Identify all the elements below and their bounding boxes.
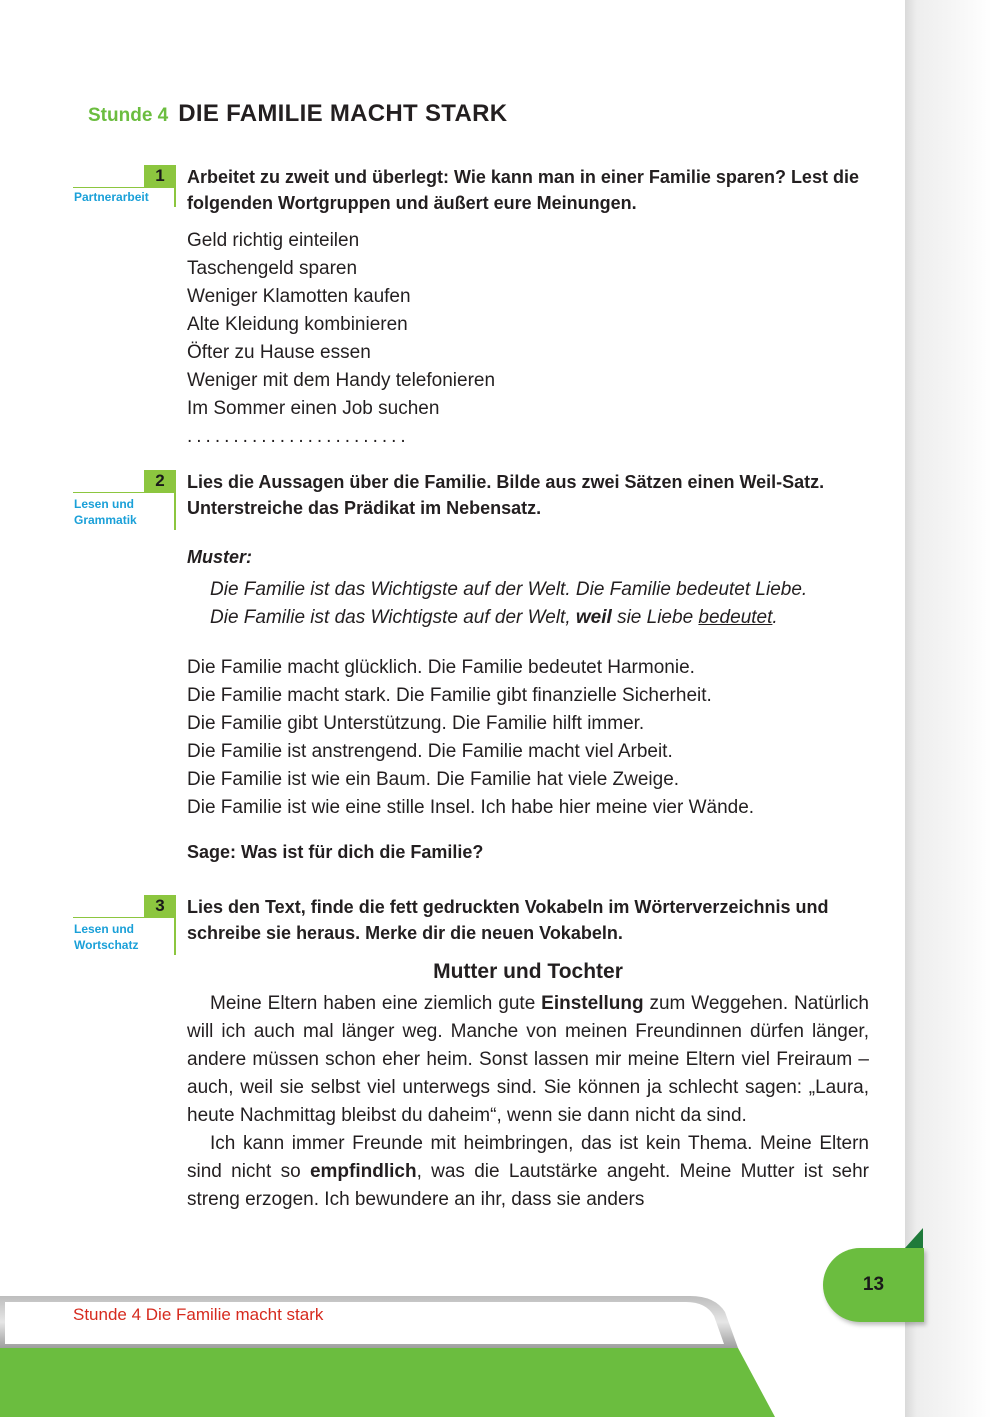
page-number: 13	[823, 1248, 924, 1322]
list-item: Die Familie ist wie ein Baum. Die Familie hat viele Zweige.	[187, 769, 680, 790]
list-item: Weniger Klamotten kaufen	[187, 286, 411, 307]
list-item: Alte Kleidung kombinieren	[187, 314, 408, 335]
task-number: 2	[144, 470, 176, 492]
corner-decoration	[905, 1228, 923, 1248]
task-number: 1	[144, 165, 176, 187]
list-item: Öfter zu Hause essen	[187, 342, 371, 363]
lesson-number: Stunde 4	[88, 105, 169, 126]
page-title: DIE FAMILIE MACHT STARK	[178, 100, 508, 127]
example-sentence: Die Familie ist das Wichtigste auf der Welt, weil sie Liebe bedeutet.	[210, 607, 778, 628]
list-item: Die Familie ist anstrengend. Die Familie macht viel Arbeit.	[187, 741, 673, 762]
text-title: Mutter und Tochter	[433, 960, 623, 983]
continuation-dots: ........................	[187, 426, 410, 447]
discussion-question: Sage: Was ist für dich die Familie?	[187, 842, 484, 862]
running-footer: Stunde 4 Die Familie macht stark	[73, 1305, 324, 1324]
task-type-label: Lesen und Wortschatz	[74, 922, 139, 952]
list-item: Die Familie ist wie eine stille Insel. Ich habe hier meine vier Wände.	[187, 797, 755, 818]
task-instruction: Arbeitet zu zweit und überlegt: Wie kann man in einer Familie sparen? Lest die folgenden Wortgruppen und äußert eure Meinungen.	[187, 167, 859, 213]
text-paragraph: Meine Eltern haben eine ziemlich gute Einstellung zum Weggehen. Natürlich will ich auch mal länger weg. Manche von meinen Freundinnen dürfen länger, andere müssen schon eher heim. Sonst lassen mir meine Eltern viel Freiraum – auch, weil sie selbst viel unterwegs sind. Sie können ja schlecht sagen: „Laura, heute Nachmittag bleibst du daheim“, wenn sie dann nicht da sind.	[187, 993, 869, 1126]
task-2	[187, 469, 869, 866]
sentence-list	[187, 654, 869, 822]
task-number: 3	[144, 895, 176, 917]
muster-label: Muster:	[187, 547, 253, 567]
phrase-list	[187, 227, 869, 451]
task-3	[187, 894, 869, 1214]
list-item: Die Familie macht glücklich. Die Familie bedeutet Harmonie.	[187, 657, 695, 678]
text-paragraph: Ich kann immer Freunde mit heimbringen, das ist kein Thema. Meine Eltern sind nicht so empfindlich, was die Lautstärke angeht. Meine Mutter ist sehr streng erzogen. Ich bewundere an ihr, dass sie anders	[187, 1133, 869, 1210]
task-type-label: Partnerarbeit	[74, 190, 149, 204]
list-item: Geld richtig einteilen	[187, 230, 360, 251]
example-sentence: Die Familie ist das Wichtigste auf der Welt. Die Familie bedeutet Liebe.	[210, 579, 808, 600]
lesson-header	[88, 100, 507, 128]
page-edge-shadow	[905, 0, 992, 1417]
list-item: Weniger mit dem Handy telefonieren	[187, 370, 496, 391]
muster-example	[187, 576, 869, 632]
task-instruction: Lies den Text, finde die fett gedruckten Vokabeln im Wörterverzeichnis und schreibe sie heraus. Merke dir die neuen Vokabeln.	[187, 897, 829, 943]
task-instruction: Lies die Aussagen über die Familie. Bilde aus zwei Sätzen einen Weil-Satz. Unterstreiche das Prädikat im Nebensatz.	[187, 472, 825, 518]
task-1	[187, 164, 869, 451]
list-item: Taschengeld sparen	[187, 258, 358, 279]
list-item: Im Sommer einen Job suchen	[187, 398, 440, 419]
task-type-label: Lesen und Grammatik	[74, 497, 137, 527]
list-item: Die Familie macht stark. Die Familie gibt finanzielle Sicherheit.	[187, 685, 712, 706]
list-item: Die Familie gibt Unterstützung. Die Familie hilft immer.	[187, 713, 645, 734]
